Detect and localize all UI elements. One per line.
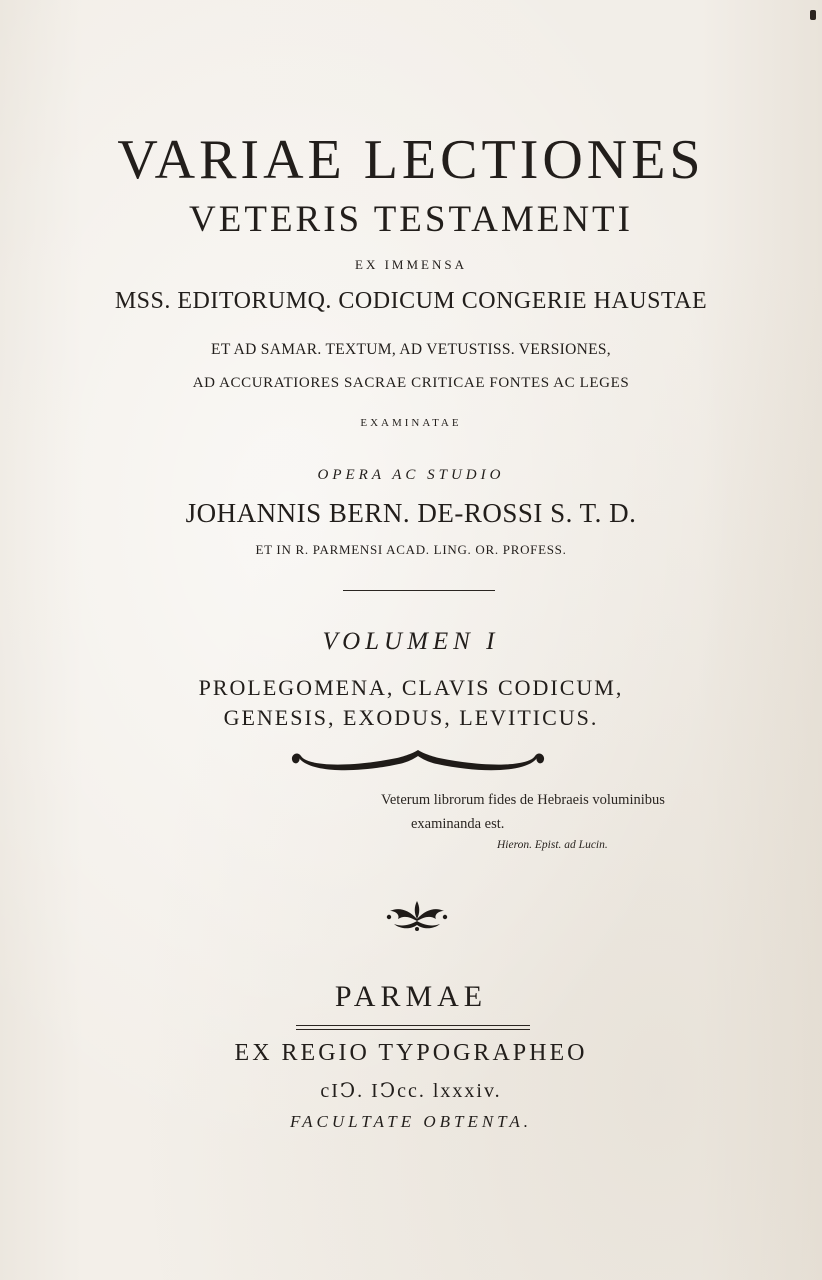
line-samar: ET AD SAMAR. TEXTUM, AD VETUSTISS. VERSIONES, <box>211 341 611 358</box>
author-name: JOHANNIS BERN. DE-ROSSI S. T. D. <box>185 498 637 528</box>
swash-ornament <box>287 744 549 774</box>
volume-label: VOLUMEN I <box>322 628 500 655</box>
contents-line-1: PROLEGOMENA, CLAVIS CODICUM, <box>198 675 624 700</box>
double-rule-top <box>296 1025 530 1026</box>
divider-rule <box>343 590 495 591</box>
line-mss: MSS. EDITORUMQ. CODICUM CONGERIE HAUSTAE <box>114 288 708 314</box>
printer-line: EX REGIO TYPOGRAPHEO <box>234 1040 588 1066</box>
epigraph-line-2: examinanda est. <box>411 816 505 832</box>
line-accuratiores: AD ACCURATIORES SACRAE CRITICAE FONTES AC LEGES <box>192 375 630 391</box>
book-subtitle: VETERIS TESTAMENTI <box>189 199 633 240</box>
opera-ac-studio: OPERA AC STUDIO <box>317 467 505 483</box>
double-rule-bottom <box>296 1029 530 1030</box>
year-roman: cIↃ. IↃcc. lxxxiv. <box>320 1080 502 1102</box>
book-title: VARIAE LECTIONES <box>117 129 705 191</box>
ink-speck <box>810 10 816 20</box>
line-ex-immensa: EX IMMENSA <box>355 257 467 272</box>
permission-line: FACULTATE OBTENTA. <box>289 1112 532 1131</box>
epigraph-line-1: Veterum librorum fides de Hebraeis voluminibus <box>381 792 665 808</box>
contents-line-2: GENESIS, EXODUS, LEVITICUS. <box>223 705 599 730</box>
place-of-printing: PARMAE <box>334 980 488 1013</box>
line-examinatae: EXAMINATAE <box>360 417 462 429</box>
author-role: ET IN R. PARMENSI ACAD. LING. OR. PROFESS. <box>255 542 567 557</box>
epigraph-source: Hieron. Epist. ad Lucin. <box>497 839 608 851</box>
fleuron-icon <box>384 897 450 935</box>
